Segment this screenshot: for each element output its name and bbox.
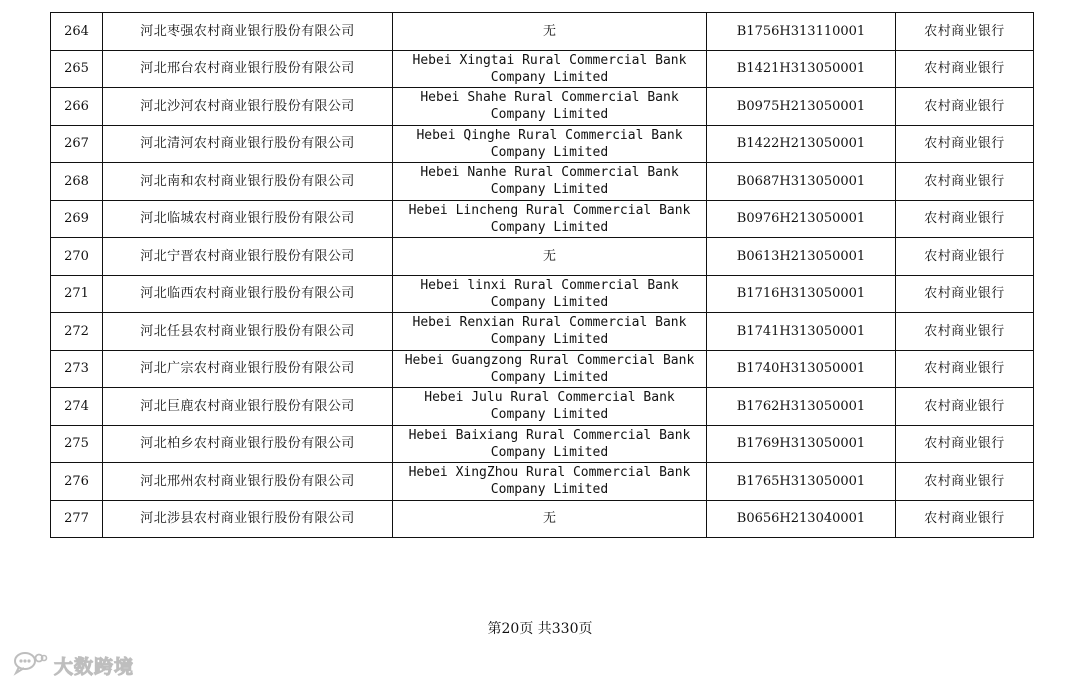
bank-name-cn-cell: 河北枣强农村商业银行股份有限公司: [103, 13, 393, 51]
bank-name-en-cell: Hebei Guangzong Rural Commercial Bank Company Limited: [393, 350, 707, 388]
institution-type-cell: 农村商业银行: [896, 463, 1034, 501]
row-number-cell: 270: [51, 238, 103, 276]
table-row: [51, 463, 1034, 501]
table-row: [51, 313, 1034, 351]
institution-type-cell: 农村商业银行: [896, 163, 1034, 201]
institution-type-cell: 农村商业银行: [896, 238, 1034, 276]
table-row: [51, 13, 1034, 51]
row-number-cell: 266: [51, 88, 103, 126]
row-number-cell: 274: [51, 388, 103, 426]
institution-code-cell: B1740H313050001: [707, 350, 896, 388]
table-row: [51, 500, 1034, 538]
bank-name-en-cell: 无: [393, 500, 707, 538]
bank-name-en-cell: Hebei linxi Rural Commercial Bank Company Limited: [393, 275, 707, 313]
bank-name-cn-cell: 河北邢台农村商业银行股份有限公司: [103, 50, 393, 88]
table-row: [51, 88, 1034, 126]
bank-name-en-cell: Hebei Xingtai Rural Commercial Bank Company Limited: [393, 50, 707, 88]
row-number-cell: 277: [51, 500, 103, 538]
bank-name-cn-cell: 河北柏乡农村商业银行股份有限公司: [103, 425, 393, 463]
bank-name-en-cell: 无: [393, 238, 707, 276]
row-number-cell: 265: [51, 50, 103, 88]
institution-type-cell: 农村商业银行: [896, 275, 1034, 313]
table-row: [51, 50, 1034, 88]
institution-type-cell: 农村商业银行: [896, 425, 1034, 463]
institution-code-cell: B1769H313050001: [707, 425, 896, 463]
watermark-text: 大数跨境: [54, 655, 135, 678]
table-row: [51, 238, 1034, 276]
watermark: [12, 650, 134, 680]
institution-type-cell: 农村商业银行: [896, 50, 1034, 88]
bank-name-en-cell: Hebei Renxian Rural Commercial Bank Company Limited: [393, 313, 707, 351]
bank-name-cn-cell: 河北邢州农村商业银行股份有限公司: [103, 463, 393, 501]
institution-code-cell: B0656H213040001: [707, 500, 896, 538]
bank-name-cn-cell: 河北沙河农村商业银行股份有限公司: [103, 88, 393, 126]
institution-type-cell: 农村商业银行: [896, 13, 1034, 51]
bank-name-cn-cell: 河北南和农村商业银行股份有限公司: [103, 163, 393, 201]
bank-name-en-cell: Hebei Nanhe Rural Commercial Bank Company Limited: [393, 163, 707, 201]
bank-name-en-cell: 无: [393, 13, 707, 51]
institution-type-cell: 农村商业银行: [896, 388, 1034, 426]
institution-code-cell: B1716H313050001: [707, 275, 896, 313]
bank-name-cn-cell: 河北巨鹿农村商业银行股份有限公司: [103, 388, 393, 426]
institution-code-cell: B0613H213050001: [707, 238, 896, 276]
bank-name-en-cell: Hebei Lincheng Rural Commercial Bank Company Limited: [393, 200, 707, 238]
row-number-cell: 264: [51, 13, 103, 51]
bank-name-cn-cell: 河北临西农村商业银行股份有限公司: [103, 275, 393, 313]
institution-code-cell: B1421H313050001: [707, 50, 896, 88]
row-number-cell: 268: [51, 163, 103, 201]
institution-code-cell: B0976H213050001: [707, 200, 896, 238]
table-row: [51, 350, 1034, 388]
institution-type-cell: 农村商业银行: [896, 88, 1034, 126]
row-number-cell: 272: [51, 313, 103, 351]
bank-name-cn-cell: 河北广宗农村商业银行股份有限公司: [103, 350, 393, 388]
institution-code-cell: B1756H313110001: [707, 13, 896, 51]
institution-type-cell: 农村商业银行: [896, 500, 1034, 538]
institution-type-cell: 农村商业银行: [896, 125, 1034, 163]
table-row: [51, 275, 1034, 313]
bank-name-cn-cell: 河北涉县农村商业银行股份有限公司: [103, 500, 393, 538]
bank-name-en-cell: Hebei XingZhou Rural Commercial Bank Company Limited: [393, 463, 707, 501]
institution-type-cell: 农村商业银行: [896, 350, 1034, 388]
bank-name-cn-cell: 河北宁晋农村商业银行股份有限公司: [103, 238, 393, 276]
institution-code-cell: B1741H313050001: [707, 313, 896, 351]
table-row: [51, 425, 1034, 463]
table-row: [51, 125, 1034, 163]
table-row: [51, 163, 1034, 201]
row-number-cell: 273: [51, 350, 103, 388]
institution-type-cell: 农村商业银行: [896, 313, 1034, 351]
institution-code-cell: B1765H313050001: [707, 463, 896, 501]
table-row: [51, 200, 1034, 238]
institution-code-cell: B1762H313050001: [707, 388, 896, 426]
institution-type-cell: 农村商业银行: [896, 200, 1034, 238]
row-number-cell: 276: [51, 463, 103, 501]
row-number-cell: 275: [51, 425, 103, 463]
institution-code-cell: B0975H213050001: [707, 88, 896, 126]
page-number: 第20页 共330页: [487, 621, 593, 637]
bank-name-en-cell: Hebei Baixiang Rural Commercial Bank Company Limited: [393, 425, 707, 463]
table-row: [51, 388, 1034, 426]
bank-list-table: [50, 12, 1034, 538]
row-number-cell: 271: [51, 275, 103, 313]
table-body: [51, 13, 1034, 538]
bank-name-en-cell: Hebei Qinghe Rural Commercial Bank Company Limited: [393, 125, 707, 163]
bank-name-cn-cell: 河北任县农村商业银行股份有限公司: [103, 313, 393, 351]
bank-name-en-cell: Hebei Shahe Rural Commercial Bank Company Limited: [393, 88, 707, 126]
institution-code-cell: B0687H313050001: [707, 163, 896, 201]
row-number-cell: 267: [51, 125, 103, 163]
bank-name-cn-cell: 河北清河农村商业银行股份有限公司: [103, 125, 393, 163]
bank-name-en-cell: Hebei Julu Rural Commercial Bank Company Limited: [393, 388, 707, 426]
institution-code-cell: B1422H213050001: [707, 125, 896, 163]
speech-bubble-logo-icon: [12, 650, 48, 680]
row-number-cell: 269: [51, 200, 103, 238]
bank-name-cn-cell: 河北临城农村商业银行股份有限公司: [103, 200, 393, 238]
